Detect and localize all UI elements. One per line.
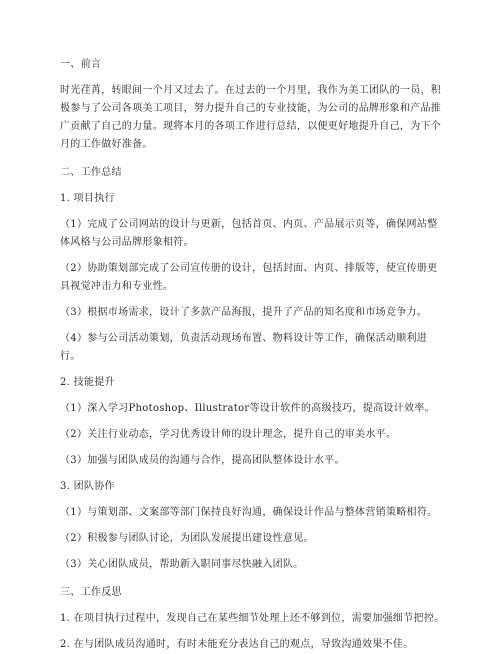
list-item: （2）积极参与团队讨论，为团队发展提出建设性意见。 — [60, 533, 314, 544]
list-item: （3）加强与团队成员的沟通与合作，提高团队整体设计水平。 — [60, 455, 345, 466]
list-item: （2）协助策划部完成了公司宣传册的设计，包括封面、内页、排版等，使宣传册更具视觉冲击力和专业性。 — [60, 263, 438, 292]
section-heading-reflection: 三、工作反思 — [60, 587, 122, 598]
subheading-teamwork: 3. 团队协作 — [60, 481, 115, 492]
list-item: （1）完成了公司网站的设计与更新，包括首页、内页、产品展示页等，确保网站整体风格与公司品牌形象相符。 — [60, 219, 438, 248]
list-item: （3）根据市场需求，设计了多款产品海报，提升了产品的知名度和市场竞争力。 — [60, 307, 428, 318]
document-body — [60, 56, 445, 654]
list-item: 1. 在项目执行过程中，发现自己在某些细节处理上还不够到位，需要加强细节把控。 — [60, 613, 445, 624]
list-item: 2. 在与团队成员沟通时，有时未能充分表达自己的观点，导致沟通效果不佳。 — [60, 639, 414, 650]
subheading-project-execution: 1. 项目执行 — [60, 193, 115, 204]
subheading-skill-improvement: 2. 技能提升 — [60, 377, 115, 388]
list-item: （3）关心团队成员，帮助新入职同事尽快融入团队。 — [60, 559, 304, 570]
section-heading-summary: 二、工作总结 — [60, 167, 122, 178]
intro-paragraph: 时光荏苒，转眼间一个月又过去了。在过去的一个月里，我作为美工团队的一员，积极参与了公司各项美工项目，努力提升自己的专业技能，为公司的品牌形象和产品推广贡献了自己的力量。现将本月的各项工作进行总结，以便更好地提升自己，为下个月的工作做好准备。 — [60, 85, 442, 150]
list-item: （2）关注行业动态，学习优秀设计师的设计理念，提升自己的审美水平。 — [60, 429, 397, 440]
section-heading-preface: 一、前言 — [60, 59, 102, 70]
list-item: （1）与策划部、文案部等部门保持良好沟通，确保设计作品与整体营销策略相符。 — [60, 507, 438, 518]
list-item: （4）参与公司活动策划，负责活动现场布置、物料设计等工作，确保活动顺利进行。 — [60, 333, 428, 362]
list-item: （1）深入学习Photoshop、Illustrator等设计软件的高级技巧，提高设计效率。 — [60, 403, 435, 414]
